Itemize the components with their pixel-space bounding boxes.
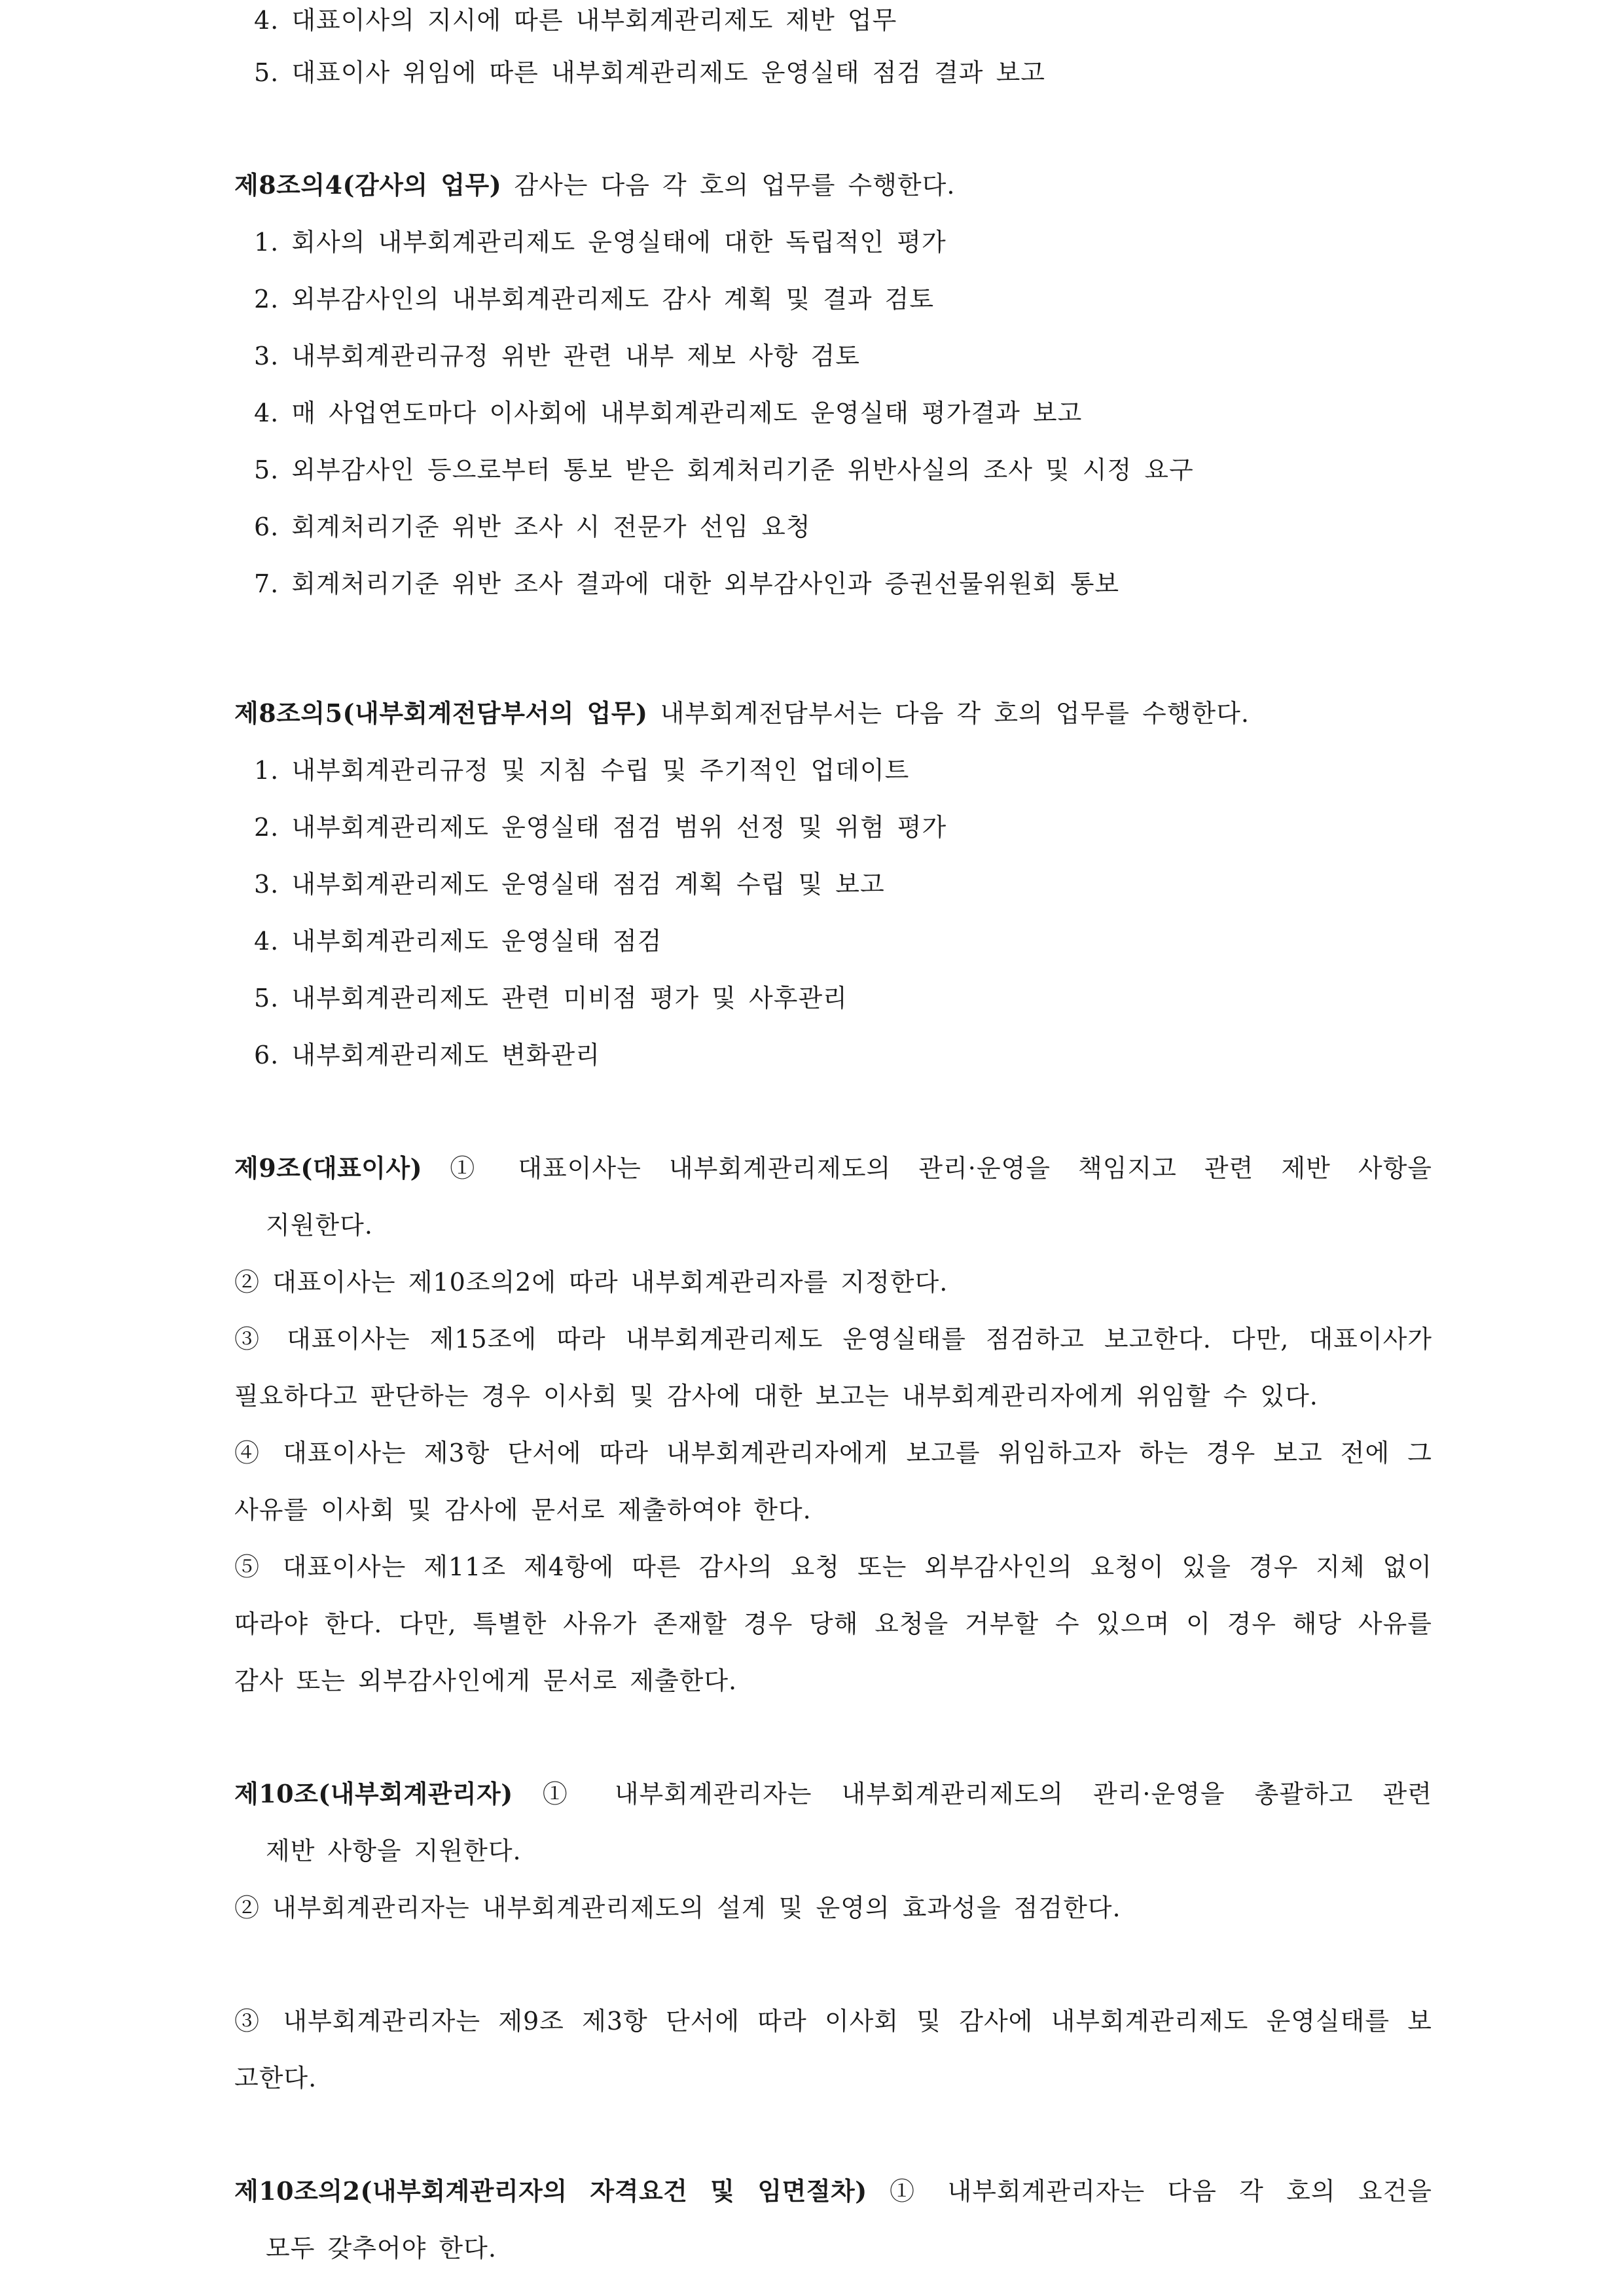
article-heading: 제8조의4(감사의 업무) (234, 170, 502, 200)
article-heading: 제10조(내부회계관리자) (234, 1779, 513, 1808)
article-heading: 제10조의2(내부회계관리자의 자격요건 및 임면절차) (234, 2176, 867, 2206)
paragraph-continuation: 지원한다. (266, 1211, 373, 1240)
list-item: 3. 내부회계관리제도 운영실태 점검 계획 수립 및 보고 (254, 870, 885, 899)
list-item: 6. 회계처리기준 위반 조사 시 전문가 선임 요청 (254, 512, 811, 541)
paragraph-continuation: 제반 사항을 지원한다. (266, 1837, 522, 1865)
list-item: 4. 내부회계관리제도 운영실태 점검 (254, 927, 662, 956)
paragraph-line: ③ 내부회계관리자는 제9조 제3항 단서에 따라 이사회 및 감사에 내부회계관리제도 운영실태를 보 (234, 2007, 1432, 2036)
paragraph-line: ④ 대표이사는 제3항 단서에 따라 내부회계관리자에게 보고를 위임하고자 하는 경우 보고 전에 그 (234, 1439, 1432, 1467)
list-item: 1. 내부회계관리규정 및 지침 수립 및 주기적인 업데이트 (254, 756, 910, 785)
list-item: 6. 내부회계관리제도 변화관리 (254, 1041, 600, 1069)
paragraph-line: ⑤ 대표이사는 제11조 제4항에 따른 감사의 요청 또는 외부감사인의 요청이 있을 경우 지체 없이 (234, 1552, 1432, 1581)
article-9-heading-line (234, 1152, 1432, 1185)
paragraph-text: ① 대표이사는 내부회계관리제도의 관리·운영을 책임지고 관련 제반 사항을 (450, 1154, 1432, 1183)
list-item: 4. 대표이사의 지시에 따른 내부회계관리제도 제반 업무 (254, 6, 897, 35)
paragraph-line: 고한다. (234, 2064, 317, 2092)
list-item: 1. 회사의 내부회계관리제도 운영실태에 대한 독립적인 평가 (254, 228, 947, 257)
paragraph: ② 내부회계관리자는 내부회계관리제도의 설계 및 운영의 효과성을 점검한다. (234, 1893, 1121, 1922)
article-intro: 내부회계전담부서는 다음 각 호의 업무를 수행한다. (660, 699, 1250, 728)
list-item: 7. 회계처리기준 위반 조사 결과에 대한 외부감사인과 증권선물위원회 통보 (254, 569, 1120, 598)
paragraph-continuation: 모두 갖추어야 한다. (266, 2234, 497, 2263)
list-item: 2. 내부회계관리제도 운영실태 점검 범위 선정 및 위험 평가 (254, 813, 947, 842)
list-item: 5. 외부감사인 등으로부터 통보 받은 회계처리기준 위반사실의 조사 및 시정 요구 (254, 456, 1194, 484)
list-item: 3. 내부회계관리규정 위반 관련 내부 제보 사항 검토 (254, 342, 860, 370)
article-10-heading-line (234, 1778, 1432, 1810)
article-10-2-heading-line (234, 2175, 1432, 2208)
list-item: 4. 매 사업연도마다 이사회에 내부회계관리제도 운영실태 평가결과 보고 (254, 399, 1083, 427)
paragraph-line: ③ 대표이사는 제15조에 따라 내부회계관리제도 운영실태를 점검하고 보고한다. 다만, 대표이사가 (234, 1325, 1432, 1354)
document-page (234, 0, 1432, 2296)
paragraph-text: ① 내부회계관리자는 내부회계관리제도의 관리·운영을 총괄하고 관련 (542, 1780, 1432, 1808)
list-item: 5. 대표이사 위임에 따른 내부회계관리제도 운영실태 점검 결과 보고 (254, 58, 1046, 87)
paragraph-line: 따라야 한다. 다만, 특별한 사유가 존재할 경우 당해 요청을 거부할 수 있으며 이 경우 해당 사유를 (234, 1609, 1432, 1638)
list-item: 2. 외부감사인의 내부회계관리제도 감사 계획 및 결과 검토 (254, 285, 935, 314)
paragraph: ② 대표이사는 제10조의2에 따라 내부회계관리자를 지정한다. (234, 1268, 948, 1297)
article-heading: 제8조의5(내부회계전담부서의 업무) (234, 698, 648, 728)
paragraph-text: ① 내부회계관리자는 다음 각 호의 요건을 (890, 2177, 1432, 2206)
paragraph-line: 감사 또는 외부감사인에게 문서로 제출한다. (234, 1666, 738, 1695)
paragraph-line: 사유를 이사회 및 감사에 문서로 제출하여야 한다. (234, 1496, 812, 1524)
article-intro: 감사는 다음 각 호의 업무를 수행한다. (514, 171, 956, 200)
list-item: 5. 내부회계관리제도 관련 미비점 평가 및 사후관리 (254, 984, 848, 1013)
article-8-5-heading-line (234, 697, 1250, 730)
article-heading: 제9조(대표이사) (234, 1153, 423, 1183)
article-8-4-heading-line (234, 169, 955, 202)
paragraph-line: 필요하다고 판단하는 경우 이사회 및 감사에 대한 보고는 내부회계관리자에게 위임할 수 있다. (234, 1382, 1318, 1410)
